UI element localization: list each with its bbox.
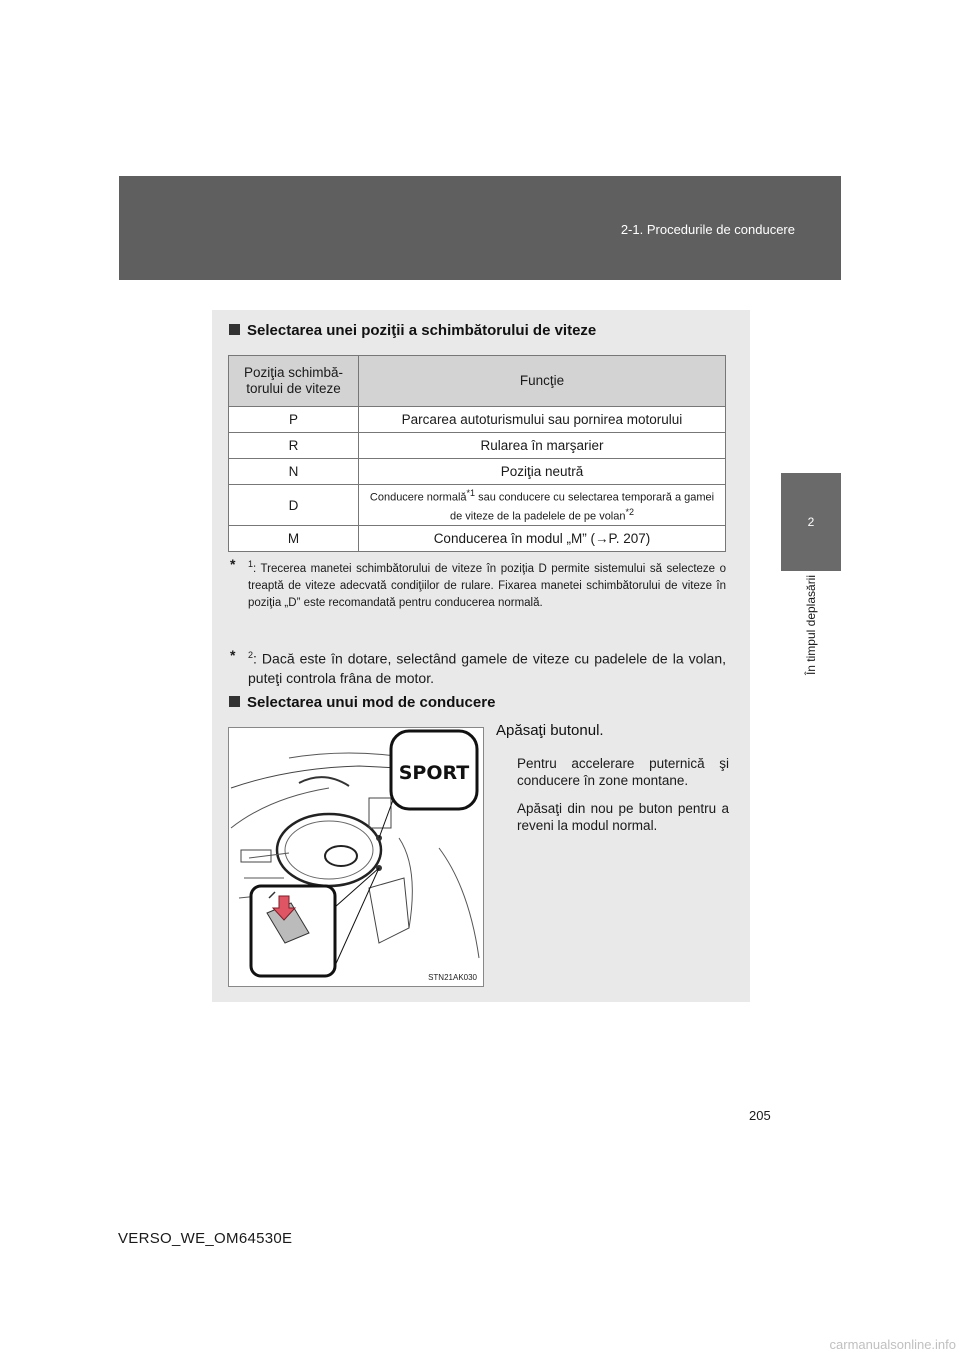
sport-button-illustration [228,727,484,987]
gear-function-cell: Poziţia neutră [359,459,726,485]
dashboard-drawing [229,728,483,986]
section-heading-gear [229,322,596,339]
gear-position-cell: N [229,459,359,485]
footnote-asterisk: * [230,647,236,663]
gear-position-cell: D [229,485,359,526]
table-row [229,433,726,459]
table-header-row [229,356,726,407]
section-heading-gear-text: Selectarea unei poziţii a schimbătorului de viteze [247,322,597,339]
document-code: VERSO_WE_OM64530E [118,1230,293,1247]
footnote-number: 1 [248,559,254,569]
table-row [229,526,726,552]
square-bullet-icon [229,696,240,707]
section-heading-mode-text: Selectarea unui mod de conducere [247,694,496,711]
chapter-label [771,574,851,676]
content-panel [212,310,750,1002]
chapter-number: 2 [807,515,815,529]
chapter-tab [781,473,841,571]
footnote-text: : Dacă este în dotare, selectând gamele de viteze cu padelele de la volan, puteţi controla frâna de motor. [248,650,726,686]
site-watermark: carmanualsonline.info [829,1337,956,1352]
gear-function-cell: Conducerea în modul „M” (→P. 207) [359,526,726,552]
table-row [229,459,726,485]
detail-text-1: Pentru accelerare puternică şi conducere în zone montane. [517,756,729,788]
column-header-function: Funcţie [359,356,726,407]
column-header-position: Poziţia schimbă-torului de viteze [229,356,359,407]
square-bullet-icon [229,324,240,335]
footnote-2 [212,646,726,688]
gear-function-cell: Rularea în marşarier [359,433,726,459]
gear-position-table [228,355,726,552]
chapter-label-text: În timpul deplasării [804,574,818,676]
gear-function-part1: Conducere normală [369,492,467,504]
footnote-text: : Trecerea manetei schimbătorului de viteze în poziţia D permite sistemului să selecteze o treaptă de viteze adecvată condiţiilor de rulare. Fixarea manetei schimbătorului de viteze în poziţia „D” este recomandată pentru conducerea normală. [248,562,726,609]
instruction-text: Apăsaţi butonul. [496,722,604,739]
gear-position-cell: P [229,407,359,433]
gear-position-cell: R [229,433,359,459]
footnote-ref-1: *1 [466,488,476,499]
sport-button-label: SPORT [398,762,470,784]
footnote-number: 2 [248,650,254,660]
illustration-code: STN21AK030 [428,973,477,982]
gear-function-cell: Parcarea autoturismului sau pornirea motorului [359,407,726,433]
gear-function-cell [359,485,726,526]
gear-position-cell: M [229,526,359,552]
footnote-ref-2: *2 [625,507,635,517]
section-title: 2-1. Procedurile de conducere [620,222,795,237]
gear-function-part2: sau conducere cu selectarea temporară a gamei de viteze de la padelele de pe volan [449,492,715,523]
footnote-asterisk: * [230,556,236,572]
section-heading-mode [229,694,495,711]
table-row [229,407,726,433]
page-number: 205 [749,1108,771,1123]
footnote-1 [212,556,726,612]
table-row [229,485,726,526]
header-band [119,176,841,280]
detail-text-2: Apăsaţi din nou pe buton pentru a reveni la modul normal. [517,801,729,833]
